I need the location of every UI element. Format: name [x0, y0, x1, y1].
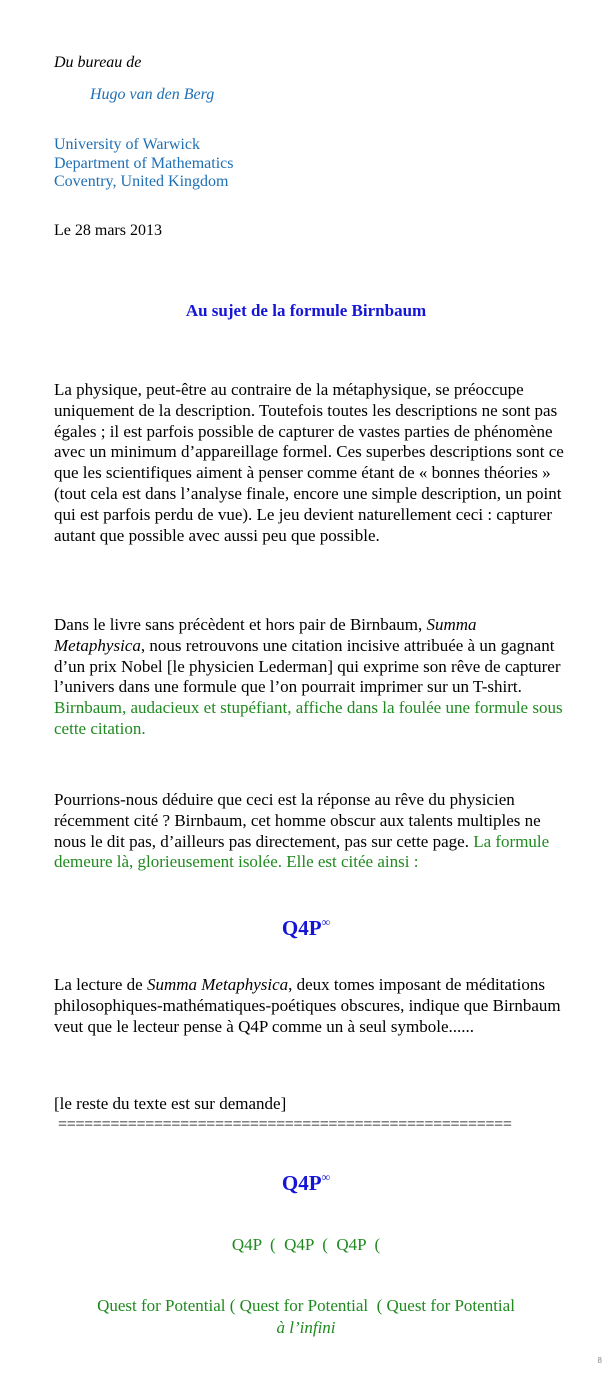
address-line: Department of Mathematics — [54, 154, 234, 172]
formula-expansion-words: Quest for Potential ( Quest for Potential ( Quest for Potential — [97, 1296, 515, 1315]
rest-note: [le reste du texte est sur demande] — [54, 1094, 287, 1113]
page-title: Au sujet de la formule Birnbaum — [185, 301, 427, 320]
address-line: University of Warwick — [54, 136, 200, 153]
formula-base: Q4P — [281, 1171, 322, 1195]
page-number: 8 — [597, 1356, 602, 1365]
infinity-text: à l’infini — [276, 1318, 336, 1337]
letter-date: Le 28 mars 2013 — [54, 222, 162, 239]
formula-superscript: ∞ — [321, 1170, 331, 1184]
paragraph-2-text: , nous retrouvons une citation incisive attribuée à un gagnant d’un prix Nobel [le physicien Lederman] qui exprime son rêve de capturer l’univers dans une formule que l’on pourrait imprimer sur un T-shirt. — [54, 635, 561, 697]
paragraph-3-text: Pourrions-nous déduire que ceci est la réponse au rêve du physicien récemment cité ? Birnbaum, cet homme obscur aux talents multiples ne nous le dit pas, d’ailleurs pas directement, pas sur cette page. — [54, 790, 541, 851]
paragraph-4-text: , deux tomes imposant de méditations philosophiques-mathématiques-poétiques obscures, indique que Birnbaum veut que le lecteur pense à Q4P comme un à seul symbole...... — [54, 975, 561, 1036]
paragraph-2 — [54, 615, 566, 740]
formula-q4p-2 — [0, 1168, 612, 1193]
book-title: Summa Metaphysica — [146, 975, 289, 994]
book-title: Summa Metaphysica — [54, 615, 477, 655]
paragraph-4-text: La lecture de — [54, 975, 147, 994]
address-block — [54, 136, 566, 192]
author-name: Hugo van den Berg — [90, 86, 215, 103]
paragraph-4 — [54, 975, 566, 1037]
formula-superscript: ∞ — [321, 915, 331, 929]
divider-rule: ==================================================== — [58, 1118, 512, 1132]
paragraph-2-text: Dans le livre sans précèdent et hors pair de Birnbaum, — [54, 615, 427, 634]
paragraph-3-highlight: La formule demeure là, glorieusement isolée. Elle est citée ainsi : — [54, 831, 550, 872]
formula-expansion-symbols: Q4P ( Q4P ( Q4P ( — [231, 1235, 381, 1254]
address-line: Coventry, United Kingdom — [54, 173, 229, 191]
paragraph-1: La physique, peut-être au contraire de la métaphysique, se préoccupe uniquement de la description. Toutefois toutes les descriptions ne sont pas égales ; il est parfois possible de capturer de vastes parties de phénomène avec un minimum d’appareillage formel. Ces superbes descriptions sont ce que les scientifiques aiment à penser comme étant de « bonnes théories » (tout cela est dans l’analyse finale, encore une simple description, un point qui est parfois perdu de vue). Le jeu devient naturellement ceci : capturer autant que possible avec aussi peu que possible. — [54, 380, 564, 545]
from-label: Du bureau de — [54, 54, 142, 71]
formula-base: Q4P — [281, 916, 322, 940]
paragraph-3 — [54, 790, 566, 873]
formula-q4p-1 — [0, 913, 612, 938]
paragraph-2-highlight: Birnbaum, audacieux et stupéfiant, affiche dans la foulée une formule sous cette citation. — [54, 698, 563, 738]
